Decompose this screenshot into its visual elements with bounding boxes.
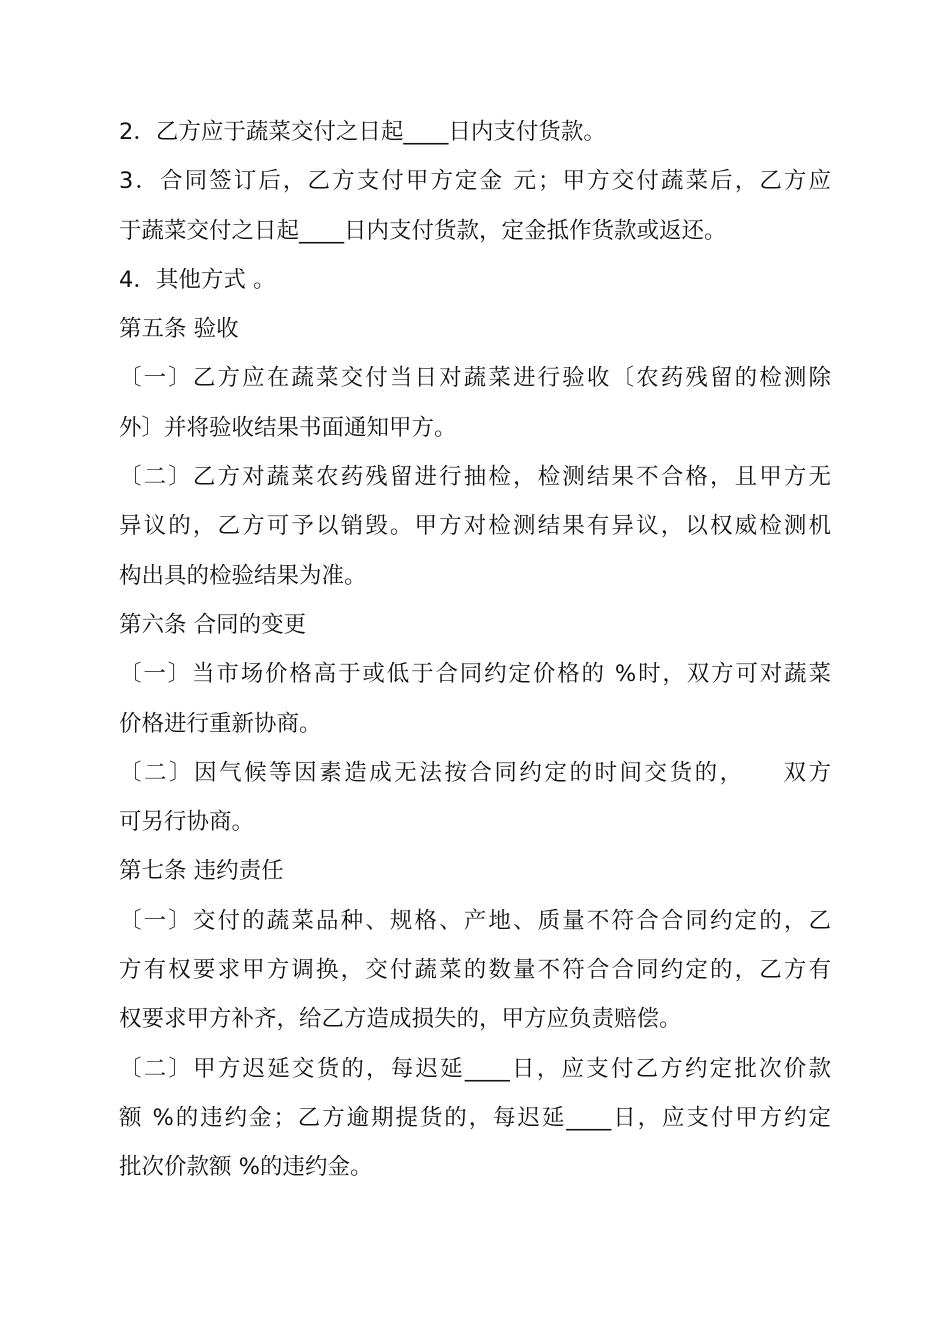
text-line-19: 权要求甲方补齐，给乙方造成损失的，甲方应负责赔偿。 xyxy=(119,1006,682,1033)
text-line-2: 3．合同签订后，乙方支付甲方定金 元；甲方交付蔬菜后，乙方应 xyxy=(119,168,831,195)
section-heading-7: 第七条 违约责任 xyxy=(119,858,284,885)
section-heading-5: 第五条 验收 xyxy=(119,316,239,343)
text-line-18: 方有权要求甲方调换，交付蔬菜的数量不符合合同约定的，乙方有 xyxy=(119,957,831,984)
text-line-10: 构出具的检验结果为准。 xyxy=(119,562,367,589)
text-line-22: 批次价款额 %的违约金。 xyxy=(119,1154,373,1181)
text-line-4: 4．其他方式 。 xyxy=(119,266,276,293)
text-line-15: 可另行协商。 xyxy=(119,809,255,836)
text-line-6: 〔一〕乙方应在蔬菜交付当日对蔬菜进行验收〔农药残留的检测除 xyxy=(119,365,831,392)
document-body xyxy=(119,108,831,1193)
text-line-9: 异议的，乙方可予以销毁。甲方对检测结果有异议，以权威检测机 xyxy=(119,513,831,540)
text-line-3: 于蔬菜交付之日起____日内支付货款，定金抵作货款或返还。 xyxy=(119,217,727,244)
text-line-14: 〔二〕因气候等因素造成无法按合同约定的时间交货的， 双方 xyxy=(119,759,831,786)
section-heading-6: 第六条 合同的变更 xyxy=(119,611,307,638)
text-line-12: 〔一〕当市场价格高于或低于合同约定价格的 %时，双方可对蔬菜 xyxy=(119,661,831,688)
text-line-20: 〔二〕甲方迟延交货的，每迟延____日，应支付乙方约定批次价款 xyxy=(119,1055,831,1082)
text-line-8: 〔二〕乙方对蔬菜农药残留进行抽检，检测结果不合格，且甲方无 xyxy=(119,464,831,491)
text-line-17: 〔一〕交付的蔬菜品种、规格、产地、质量不符合合同约定的，乙 xyxy=(119,907,831,934)
text-line-7: 外〕并将验收结果书面通知甲方。 xyxy=(119,414,457,441)
text-line-21: 额 %的违约金；乙方逾期提货的，每迟延____日，应支付甲方约定 xyxy=(119,1104,831,1131)
text-line-13: 价格进行重新协商。 xyxy=(119,710,322,737)
text-line-1: 2．乙方应于蔬菜交付之日起____日内支付货款。 xyxy=(119,119,606,145)
